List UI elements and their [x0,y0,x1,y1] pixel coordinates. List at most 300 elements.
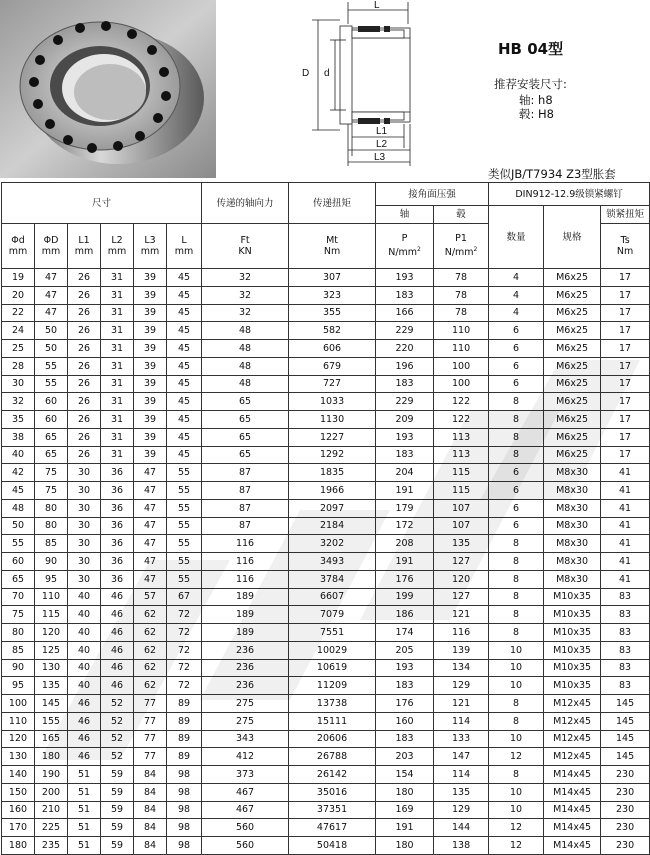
table-row [2,535,650,553]
table-row [2,766,650,784]
table-cell: M8x30 [544,517,601,535]
table-cell: 26788 [289,748,376,766]
table-cell: 30 [2,375,35,393]
table-cell: 39 [134,304,167,322]
table-cell: 83 [601,641,650,659]
table-cell: 130 [35,659,68,677]
table-cell: 183 [376,375,434,393]
table-cell: 110 [35,588,68,606]
table-cell: 176 [376,695,434,713]
col-L1: L1 mm [68,224,101,269]
table-cell: 84 [134,801,167,819]
table-cell: 17 [601,322,650,340]
table-cell: 52 [101,712,134,730]
table-cell: 45 [167,357,202,375]
table-row [2,357,650,375]
table-cell: 4 [489,286,544,304]
table-cell: 183 [376,730,434,748]
table-cell: 55 [167,535,202,553]
table-cell: 83 [601,624,650,642]
col-P1: P1 $N/mm^2$ [434,224,489,269]
table-cell: 169 [376,801,434,819]
table-cell: 59 [101,766,134,784]
table-cell: 189 [202,624,289,642]
table-cell: 47 [35,304,68,322]
table-cell: 84 [134,837,167,855]
table-cell: M6x25 [544,357,601,375]
table-cell: 67 [167,588,202,606]
table-cell: 77 [134,730,167,748]
table-cell: 42 [2,464,35,482]
table-cell: 230 [601,766,650,784]
table-cell: 39 [134,446,167,464]
table-cell: 46 [68,695,101,713]
col-P: P $N/mm^2$ [376,224,434,269]
table-cell: 40 [68,677,101,695]
table-cell: 51 [68,766,101,784]
table-cell: 100 [2,695,35,713]
table-cell: M14x45 [544,801,601,819]
table-cell: 145 [601,748,650,766]
table-cell: 133 [434,730,489,748]
table-cell: 65 [202,393,289,411]
table-cell: 147 [434,748,489,766]
table-cell: 6 [489,375,544,393]
table-cell: 41 [601,499,650,517]
table-cell: 30 [68,535,101,553]
table-row [2,570,650,588]
table-cell: 47 [35,269,68,287]
table-cell: 39 [134,322,167,340]
table-cell: 110 [434,322,489,340]
table-cell: 83 [601,606,650,624]
table-cell: 30 [68,464,101,482]
table-cell: 98 [167,766,202,784]
table-row [2,641,650,659]
table-cell: 121 [434,606,489,624]
table-row [2,517,650,535]
table-cell: 7551 [289,624,376,642]
table-cell: 26 [68,411,101,429]
table-cell: 47 [35,286,68,304]
table-cell: M10x35 [544,588,601,606]
table-cell: 90 [35,553,68,571]
table-cell: 55 [167,553,202,571]
table-cell: 30 [68,553,101,571]
table-row [2,748,650,766]
table-cell: 3493 [289,553,376,571]
table-cell: 87 [202,499,289,517]
table-cell: 22 [2,304,35,322]
table-cell: 45 [167,428,202,446]
table-cell: 32 [2,393,35,411]
table-cell: 40 [68,641,101,659]
table-cell: 46 [101,606,134,624]
recommend-label: 推荐安装尺寸: [494,77,567,91]
table-cell: 235 [35,837,68,855]
table-cell: 52 [101,748,134,766]
table-cell: 80 [35,517,68,535]
table-cell: 95 [2,677,35,695]
table-cell: 78 [434,286,489,304]
table-cell: 65 [2,570,35,588]
table-cell: 40 [68,606,101,624]
table-cell: 114 [434,712,489,730]
table-row [2,428,650,446]
table-cell: 2184 [289,517,376,535]
table-cell: 83 [601,659,650,677]
table-cell: 75 [2,606,35,624]
table-cell: 17 [601,340,650,358]
table-cell: 412 [202,748,289,766]
table-cell: 77 [134,695,167,713]
table-cell: M6x25 [544,340,601,358]
table-cell: 85 [35,535,68,553]
table-cell: M10x35 [544,659,601,677]
table-cell: 135 [35,677,68,695]
table-cell: 31 [101,340,134,358]
table-cell: M12x45 [544,748,601,766]
table-cell: 75 [35,482,68,500]
table-cell: 25 [2,340,35,358]
table-cell: 28 [2,357,35,375]
table-cell: 60 [2,553,35,571]
table-cell: 116 [202,535,289,553]
table-cell: 83 [601,677,650,695]
table-cell: 36 [101,535,134,553]
table-cell: 60 [35,393,68,411]
table-cell: 116 [202,553,289,571]
table-cell: 41 [601,553,650,571]
table-cell: 225 [35,819,68,837]
table-cell: 1130 [289,411,376,429]
table-cell: 30 [68,570,101,588]
table-cell: 120 [2,730,35,748]
table-cell: 17 [601,357,650,375]
table-cell: 12 [489,819,544,837]
table-cell: M6x25 [544,411,601,429]
table-cell: 40 [68,624,101,642]
table-cell: 55 [35,357,68,375]
table-cell: 55 [167,482,202,500]
table-cell: 38 [2,428,35,446]
table-cell: M14x45 [544,783,601,801]
table-cell: 582 [289,322,376,340]
table-cell: 343 [202,730,289,748]
header-shaft: 轴 [376,206,434,224]
table-cell: 47 [134,553,167,571]
table-cell: 59 [101,819,134,837]
table-cell: 26142 [289,766,376,784]
col-L3: L3 mm [134,224,167,269]
table-row [2,606,650,624]
table-cell: 17 [601,286,650,304]
table-cell: 55 [167,570,202,588]
table-cell: 122 [434,411,489,429]
table-cell: 8 [489,570,544,588]
table-cell: 209 [376,411,434,429]
table-cell: 145 [601,695,650,713]
table-cell: 154 [376,766,434,784]
table-cell: M8x30 [544,499,601,517]
table-cell: 113 [434,446,489,464]
table-cell: M10x35 [544,677,601,695]
table-cell: 180 [2,837,35,855]
table-cell: 180 [376,837,434,855]
table-cell: 75 [35,464,68,482]
table-cell: 139 [434,641,489,659]
table-cell: 39 [134,411,167,429]
table-cell: 4 [489,304,544,322]
table-cell: 46 [68,712,101,730]
table-cell: 95 [35,570,68,588]
table-cell: 467 [202,801,289,819]
table-cell: 84 [134,783,167,801]
table-cell: 30 [68,499,101,517]
table-cell: 134 [434,659,489,677]
table-cell: 89 [167,730,202,748]
table-cell: 1835 [289,464,376,482]
table-cell: 127 [434,588,489,606]
table-cell: 183 [376,677,434,695]
header-qty: 数量 [489,206,544,269]
table-cell: 62 [134,624,167,642]
table-cell: 210 [35,801,68,819]
table-cell: 45 [167,393,202,411]
table-cell: 189 [202,606,289,624]
table-cell: 46 [101,624,134,642]
table-cell: 26 [68,428,101,446]
shaft-tolerance: 轴: h8 [519,93,553,107]
table-cell: 26 [68,340,101,358]
similar-standard: 类似JB/T7934 Z3型胀套 [488,167,616,181]
table-cell: 100 [434,357,489,375]
table-cell: 26 [68,375,101,393]
table-cell: 41 [601,482,650,500]
table-cell: 1227 [289,428,376,446]
table-cell: 129 [434,677,489,695]
table-cell: 78 [434,304,489,322]
table-cell: 45 [167,322,202,340]
table-cell: M10x35 [544,624,601,642]
table-cell: 127 [434,553,489,571]
table-cell: 4 [489,269,544,287]
table-row [2,553,650,571]
table-cell: M14x45 [544,766,601,784]
table-cell: 37351 [289,801,376,819]
table-cell: 47 [134,499,167,517]
table-cell: 114 [434,766,489,784]
table-cell: 3784 [289,570,376,588]
table-cell: 100 [434,375,489,393]
table-cell: 78 [434,269,489,287]
table-cell: 204 [376,464,434,482]
table-cell: 45 [167,375,202,393]
table-cell: 17 [601,269,650,287]
table-cell: 180 [376,783,434,801]
table-cell: 36 [101,499,134,517]
table-cell: M6x25 [544,446,601,464]
dim-D: D [302,68,310,79]
table-cell: 12 [489,837,544,855]
table-cell: 40 [2,446,35,464]
table-cell: 110 [434,340,489,358]
table-cell: 121 [434,695,489,713]
table-row [2,393,650,411]
table-cell: 355 [289,304,376,322]
table-cell: 6 [489,482,544,500]
table-cell: 50 [2,517,35,535]
table-cell: 39 [134,393,167,411]
table-cell: 144 [434,819,489,837]
table-cell: 116 [434,624,489,642]
col-L2: L2 mm [101,224,134,269]
table-row [2,375,650,393]
table-cell: 165 [35,730,68,748]
col-D: ΦD mm [35,224,68,269]
table-cell: M8x30 [544,482,601,500]
table-cell: 39 [134,286,167,304]
table-cell: 17 [601,446,650,464]
table-cell: 138 [434,837,489,855]
col-d: Φd mm [2,224,35,269]
table-cell: 89 [167,712,202,730]
table-cell: 606 [289,340,376,358]
table-cell: 115 [35,606,68,624]
table-cell: 2097 [289,499,376,517]
table-row [2,837,650,855]
table-cell: 39 [134,357,167,375]
table-cell: 47 [134,482,167,500]
col-Ts: Ts Nm [601,224,650,269]
table-cell: 98 [167,783,202,801]
table-cell: 46 [101,588,134,606]
table-row [2,695,650,713]
table-cell: 10 [489,801,544,819]
table-cell: 87 [202,482,289,500]
table-cell: 107 [434,499,489,517]
table-cell: 17 [601,393,650,411]
table-cell: 8 [489,766,544,784]
table-row [2,304,650,322]
table-cell: 8 [489,446,544,464]
table-cell: 150 [2,783,35,801]
table-cell: 17 [601,411,650,429]
table-cell: 6 [489,340,544,358]
table-cell: 230 [601,819,650,837]
table-cell: 6607 [289,588,376,606]
table-cell: 36 [101,570,134,588]
table-cell: 6 [489,322,544,340]
table-cell: 47 [134,535,167,553]
table-cell: 51 [68,837,101,855]
table-cell: 59 [101,783,134,801]
table-cell: 62 [134,606,167,624]
dim-L2: L2 [376,139,388,150]
table-cell: 48 [202,322,289,340]
table-row [2,730,650,748]
table-cell: 8 [489,428,544,446]
table-cell: 10 [489,659,544,677]
table-cell: 24 [2,322,35,340]
table-cell: 191 [376,553,434,571]
table-cell: 83 [601,588,650,606]
table-cell: 191 [376,482,434,500]
table-cell: 36 [101,553,134,571]
table-cell: 10 [489,641,544,659]
table-cell: 1966 [289,482,376,500]
table-cell: 48 [202,375,289,393]
model-title: HB 04型 [498,40,564,58]
table-cell: 36 [101,517,134,535]
header-contact-pressure: 接角面压强 [376,183,489,206]
table-row [2,588,650,606]
table-row [2,340,650,358]
header-screw: DIN912-12.9级锁紧螺钉 [489,183,650,206]
table-cell: 46 [101,677,134,695]
table-cell: 115 [434,482,489,500]
table-cell: M8x30 [544,464,601,482]
table-cell: 160 [376,712,434,730]
product-photo [0,0,216,178]
table-cell: 41 [601,535,650,553]
table-cell: 35 [2,411,35,429]
table-cell: 84 [134,766,167,784]
table-row [2,819,650,837]
table-cell: 77 [134,712,167,730]
table-cell: M6x25 [544,304,601,322]
table-cell: M6x25 [544,269,601,287]
table-cell: 39 [134,269,167,287]
table-cell: M12x45 [544,730,601,748]
table-cell: 41 [601,570,650,588]
table-row [2,712,650,730]
table-cell: 172 [376,517,434,535]
table-cell: 80 [2,624,35,642]
header-axial-force: 传递的轴向力 [202,183,289,224]
table-cell: 11209 [289,677,376,695]
table-cell: 72 [167,624,202,642]
table-cell: 26 [68,322,101,340]
table-cell: 203 [376,748,434,766]
table-cell: 116 [202,570,289,588]
table-cell: M6x25 [544,286,601,304]
table-cell: 65 [202,428,289,446]
table-cell: 8 [489,695,544,713]
table-cell: 55 [35,375,68,393]
table-cell: 31 [101,304,134,322]
table-cell: 50 [35,340,68,358]
table-cell: 176 [376,570,434,588]
table-cell: 193 [376,659,434,677]
table-cell: 230 [601,801,650,819]
table-cell: 31 [101,286,134,304]
table-cell: 72 [167,606,202,624]
table-cell: 10619 [289,659,376,677]
table-cell: M14x45 [544,819,601,837]
spec-table [1,182,650,855]
table-cell: 145 [35,695,68,713]
table-cell: 39 [134,340,167,358]
table-cell: 307 [289,269,376,287]
table-cell: 13738 [289,695,376,713]
table-cell: 6 [489,357,544,375]
table-cell: 12 [489,748,544,766]
table-cell: 80 [35,499,68,517]
table-cell: 72 [167,641,202,659]
table-cell: 183 [376,286,434,304]
table-cell: 40 [68,659,101,677]
